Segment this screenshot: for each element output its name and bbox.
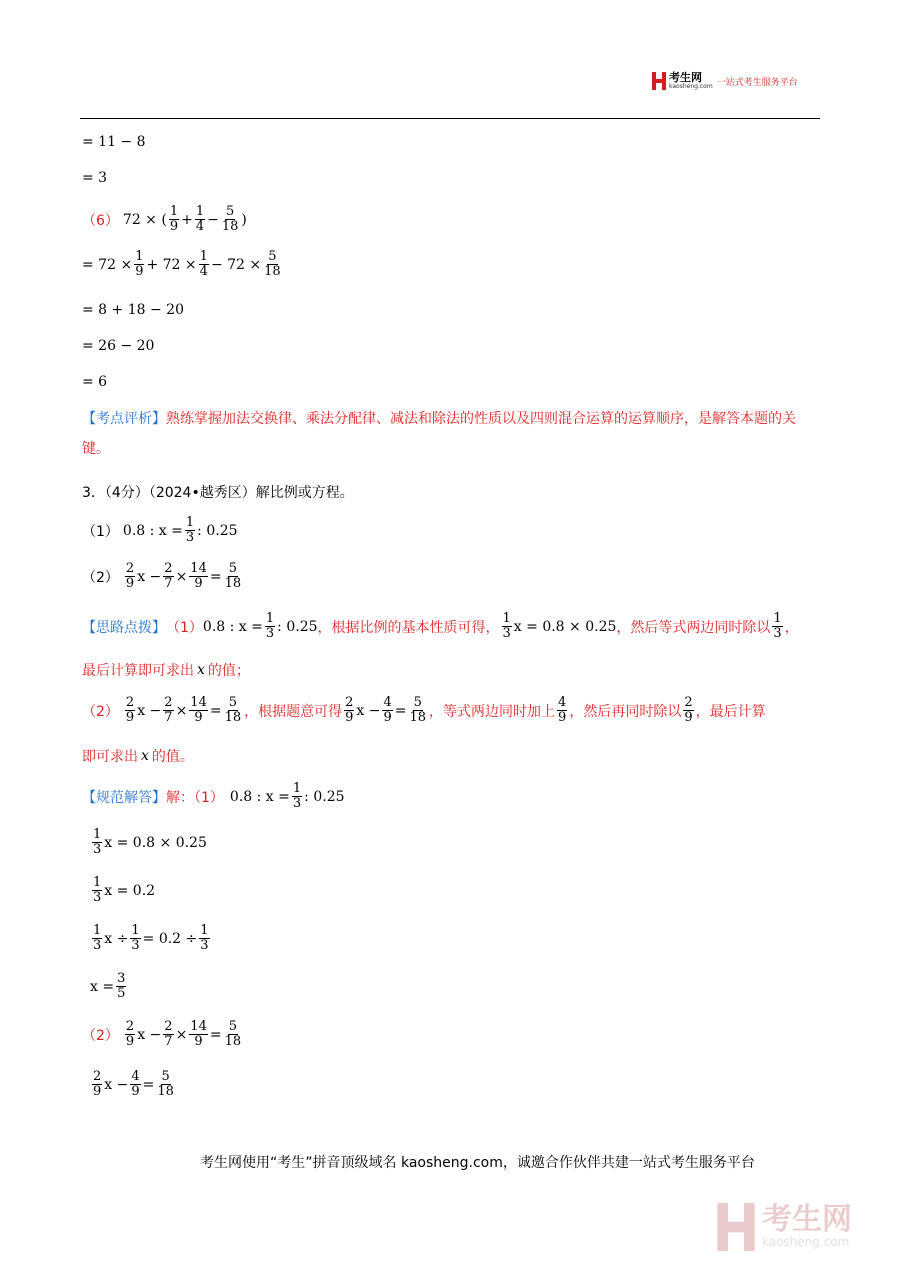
calc-line-6: = 26 − 20 <box>82 338 155 354</box>
expr-part: = <box>209 702 222 719</box>
calc-line-1: = 11 − 8 <box>82 134 146 150</box>
part-label: （1） <box>82 523 119 540</box>
expr-part: = <box>142 1076 155 1093</box>
hint-text: ，然后等式两边同时除以 <box>616 619 771 636</box>
expr-part: × <box>175 702 188 719</box>
fraction: $\frac{3}{5}$ <box>117 971 126 1001</box>
expr-part: 0.8 : x = <box>229 788 290 805</box>
expr-part: × <box>175 568 188 585</box>
q3-part-2 <box>82 562 244 591</box>
part-label: （2） <box>82 1027 119 1044</box>
hint-text: 的值。 <box>151 749 194 765</box>
fraction: $\frac{5}{18}$ <box>409 695 427 725</box>
fraction: $\frac{2}{9}$ <box>684 695 693 725</box>
analysis-tag: 【考点评析】 <box>82 411 166 427</box>
fraction: $\frac{1}{3}$ <box>131 923 140 953</box>
expr-part: = <box>394 702 407 719</box>
problem-6 <box>82 205 247 234</box>
solution-line-5 <box>82 1020 244 1049</box>
hint-text: ，然后再同时除以 <box>569 703 682 720</box>
fraction: $\frac{14}{9}$ <box>190 1019 207 1049</box>
solution-line-6 <box>90 1070 177 1099</box>
fraction: $\frac{2}{7}$ <box>164 1019 173 1049</box>
fraction: $\frac{2}{9}$ <box>125 695 135 725</box>
fraction: $\frac{5}{18}$ <box>221 204 239 234</box>
part-label: （2） <box>82 569 119 586</box>
variable-x: x <box>141 748 149 764</box>
analysis-text: 熟练掌握加法交换律、乘法分配律、减法和除法的性质以及四则混合运算的运算顺序，是解答本题的关键。 <box>82 411 796 457</box>
calc-line-4 <box>82 250 284 279</box>
fraction: $\frac{4}{9}$ <box>383 695 392 725</box>
expr-part: × <box>175 1026 188 1043</box>
fraction: $\frac{4}{9}$ <box>558 695 567 725</box>
header-logo <box>652 72 798 90</box>
fraction: $\frac{1}{3}$ <box>93 827 102 857</box>
logo-domain: kaosheng.com <box>669 83 713 90</box>
fraction: $\frac{5}{18}$ <box>264 249 281 279</box>
solution-line-4 <box>90 972 128 1001</box>
fraction: $\frac{4}{9}$ <box>131 1069 140 1099</box>
watermark-brand: 考生网 <box>762 1202 852 1237</box>
expr-part: x − <box>104 1076 129 1093</box>
hint-text: 最后计算即可求出 <box>82 663 194 679</box>
variable-x: x <box>197 662 205 678</box>
expr-part: = 0.2 ÷ <box>142 930 198 947</box>
fraction: $\frac{1}{3}$ <box>502 611 511 641</box>
solution-intro: 解：（1） <box>166 789 224 806</box>
fraction: $\frac{1}{9}$ <box>169 204 179 234</box>
expr-part: = 72 × <box>82 256 133 273</box>
solution-line-3 <box>90 924 212 953</box>
hint-text: ，最后计算 <box>695 703 766 720</box>
expr-part: 0.8 : x = <box>122 522 183 539</box>
fraction: $\frac{14}{9}$ <box>190 561 207 591</box>
header-divider <box>80 118 820 119</box>
expr-part: = <box>209 568 222 585</box>
fraction: $\frac{1}{3}$ <box>93 923 102 953</box>
fraction: $\frac{1}{4}$ <box>195 204 205 234</box>
fraction: $\frac{5}{18}$ <box>224 695 242 725</box>
fraction: $\frac{1}{3}$ <box>292 781 302 811</box>
expr-part: x − <box>137 1026 162 1043</box>
solution-line-0 <box>82 782 345 811</box>
expr-part: : 0.25 <box>304 788 345 805</box>
expr-part: : 0.25 <box>197 522 238 539</box>
fraction: $\frac{5}{18}$ <box>157 1069 174 1099</box>
hint-text: ，根据比例的基本性质可得， <box>317 619 500 636</box>
fraction: $\frac{1}{3}$ <box>185 515 195 545</box>
logo-icon <box>652 72 666 90</box>
expr-part: + 72 × <box>146 256 197 273</box>
question-3-title: 3．（4分）（2024•越秀区）解比例或方程。 <box>82 485 354 501</box>
logo-brand: 考生网 <box>669 71 702 84</box>
fraction: $\frac{2}{9}$ <box>345 695 354 725</box>
solution-line-1 <box>90 828 207 857</box>
solution-line-2 <box>90 876 155 905</box>
hint-line-1 <box>82 612 799 641</box>
problem-6-label: （6） <box>82 212 119 229</box>
fraction: $\frac{5}{18}$ <box>224 561 242 591</box>
q3-part-1 <box>82 516 238 545</box>
expr-part: + <box>181 211 193 228</box>
expr-part: x ÷ <box>104 930 129 947</box>
fraction: $\frac{1}{3}$ <box>265 611 275 641</box>
watermark-domain: kaosheng.com <box>762 1235 850 1249</box>
expr-part: : 0.25 <box>277 618 318 635</box>
calc-line-5: = 8 + 18 − 20 <box>82 302 184 318</box>
fraction: $\frac{2}{9}$ <box>125 1019 135 1049</box>
hint-tag: 【思路点拨】 <box>82 619 166 636</box>
hint-text: ， <box>784 619 799 636</box>
expr-part: 0.8 : x = <box>202 618 263 635</box>
watermark <box>716 1203 852 1251</box>
fraction: $\frac{5}{18}$ <box>224 1019 242 1049</box>
calc-line-7: = 6 <box>82 374 108 390</box>
fraction: $\frac{2}{7}$ <box>164 695 173 725</box>
expr-part: x − <box>137 702 162 719</box>
hint-text: 的值； <box>207 663 250 679</box>
header-tagline: 一站式考生服务平台 <box>716 77 798 88</box>
fraction: $\frac{1}{3}$ <box>93 875 102 905</box>
fraction: $\frac{1}{9}$ <box>135 249 144 279</box>
part-label: （2） <box>82 703 119 720</box>
hint-text: ，根据题意可得 <box>244 703 343 720</box>
hint-line-4 <box>82 746 194 766</box>
expr-part: x = 0.8 × 0.25 <box>513 618 617 635</box>
hint-text: ，等式两边同时加上 <box>429 703 556 720</box>
fraction: $\frac{1}{4}$ <box>199 249 208 279</box>
fraction: $\frac{2}{9}$ <box>93 1069 102 1099</box>
expr-part: − <box>207 211 219 228</box>
fraction: $\frac{1}{3}$ <box>200 923 209 953</box>
analysis-block <box>82 404 822 464</box>
watermark-logo-icon <box>716 1203 756 1251</box>
part-label: （1） <box>166 619 203 636</box>
fraction: $\frac{2}{9}$ <box>125 561 135 591</box>
expr-part: x = 0.2 <box>104 882 156 899</box>
fraction: $\frac{14}{9}$ <box>190 695 207 725</box>
expr-part: x − <box>356 702 381 719</box>
fraction: $\frac{2}{7}$ <box>164 561 173 591</box>
page-footer: 考生网使用“考生”拼音顶级域名 kaosheng.com，诚邀合作伙伴共建一站式考生服务平台 <box>200 1155 755 1171</box>
expr-part: x − <box>137 568 162 585</box>
hint-line-2 <box>82 660 250 680</box>
expr-part: − 72 × <box>210 256 262 273</box>
hint-text: 即可求出 <box>82 749 138 765</box>
expr-part: x = <box>90 978 115 995</box>
calc-line-2: = 3 <box>82 170 108 186</box>
expr-part: 72 × ( <box>122 211 167 228</box>
expr-part: = <box>209 1026 222 1043</box>
solution-tag: 【规范解答】 <box>82 789 166 806</box>
expr-part: ) <box>241 211 247 228</box>
expr-part: x = 0.8 × 0.25 <box>104 834 207 851</box>
hint-line-3 <box>82 696 766 725</box>
logo-text <box>669 72 713 90</box>
fraction: $\frac{1}{3}$ <box>773 611 782 641</box>
